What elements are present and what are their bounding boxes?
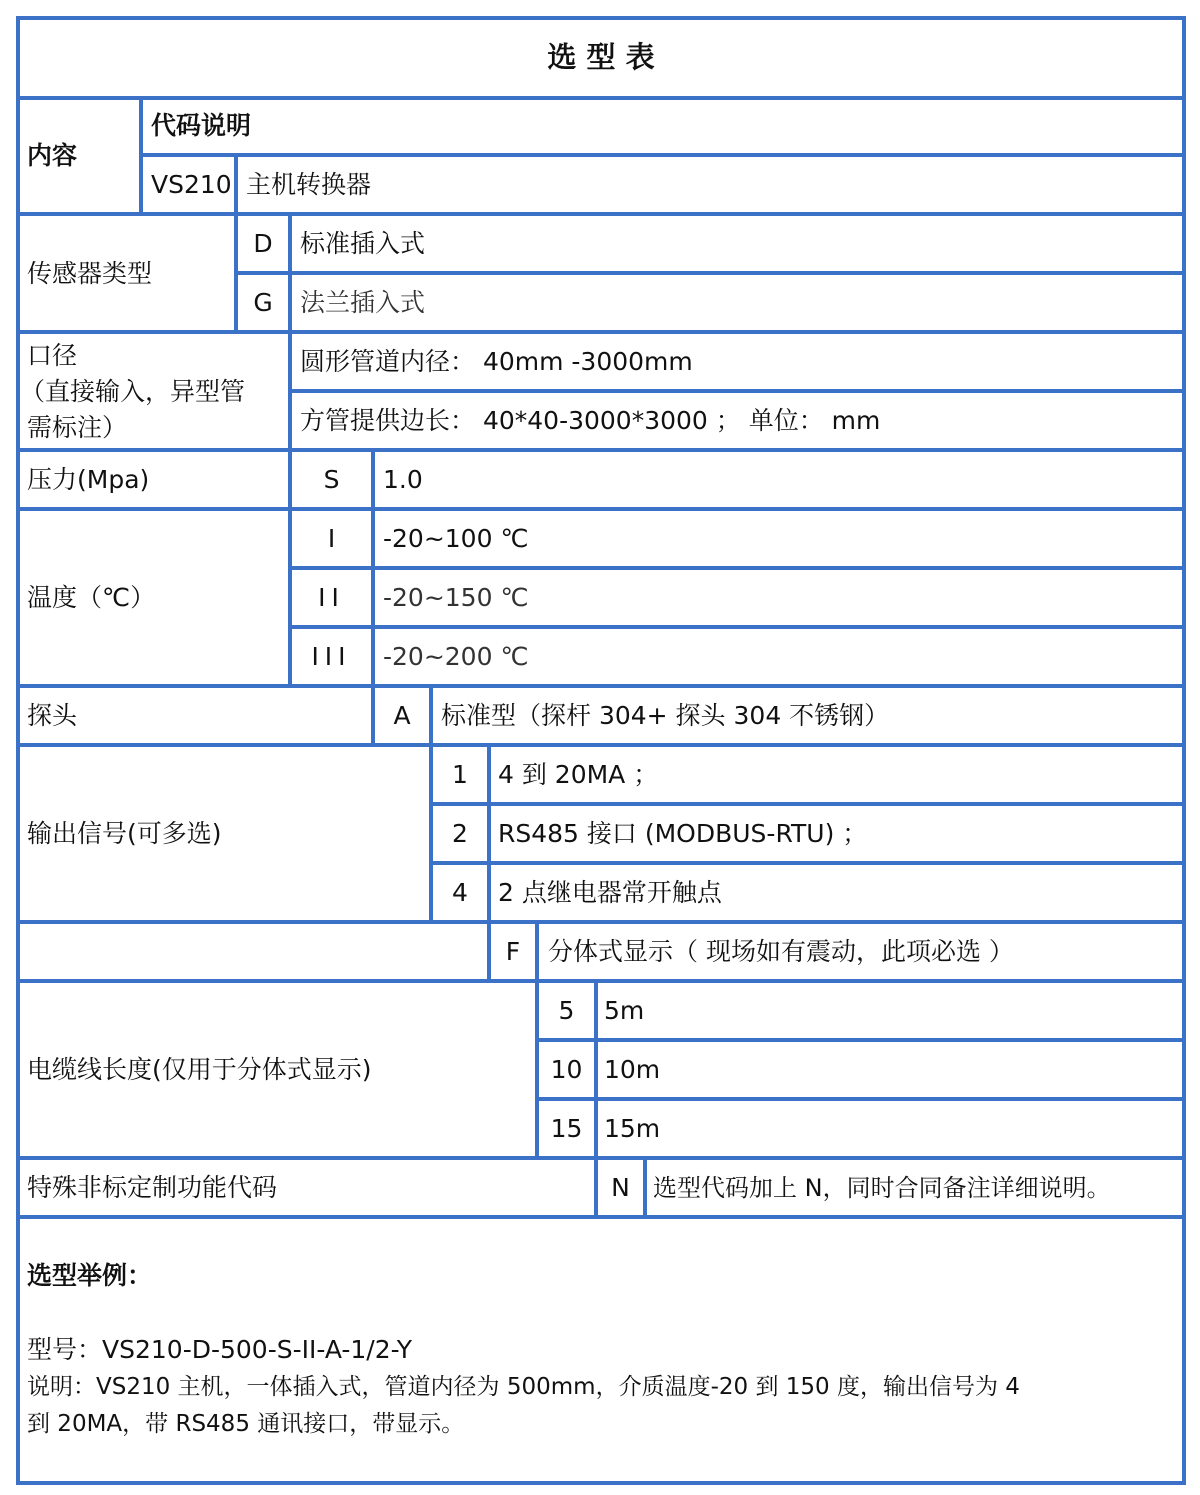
host-code: VS210: [151, 170, 232, 199]
cable-label: 电缆线长度(仅用于分体式显示): [27, 1055, 372, 1084]
probe-label: 探头: [27, 701, 78, 730]
display-desc: 分体式显示（ 现场如有震动，此项必选 ）: [548, 937, 1014, 966]
pressure-code: S: [323, 465, 340, 494]
cable-code: 5: [558, 996, 575, 1025]
cable-desc: 5m: [604, 996, 645, 1025]
diameter-label-line: （直接输入，异型管: [20, 377, 246, 406]
temperature-desc: -20~150 ℃: [383, 583, 529, 612]
example-desc-line: 到 20MA，带 RS485 通讯接口，带显示。: [27, 1411, 465, 1437]
temperature-code: III: [311, 642, 352, 671]
output-code: 4: [452, 878, 468, 907]
cable-code: 15: [550, 1114, 583, 1143]
output-label: 输出信号(可多选): [27, 819, 222, 848]
example-title: 选型举例：: [27, 1261, 153, 1290]
example-model: 型号：VS210-D-500-S-II-A-1/2-Y: [27, 1335, 412, 1364]
sensor-type-desc: 标准插入式: [300, 229, 426, 258]
example-desc-line: 说明：VS210 主机，一体插入式，管道内径为 500mm，介质温度-20 到 150 度，输出信号为 4: [27, 1374, 1020, 1400]
probe-code: A: [393, 701, 411, 730]
output-code: 2: [452, 819, 468, 848]
sensor-type-desc: 法兰插入式: [300, 288, 426, 317]
cable-desc: 15m: [604, 1114, 661, 1143]
temperature-code: I: [327, 524, 336, 553]
pressure-label: 压力(Mpa): [27, 465, 150, 494]
probe-desc: 标准型（探杆 304+ 探头 304 不锈钢）: [441, 701, 890, 730]
custom-code: N: [611, 1173, 630, 1202]
sensor-type-code: G: [253, 288, 273, 317]
code-desc-header: 代码说明: [151, 111, 252, 140]
custom-label: 特殊非标定制功能代码: [27, 1173, 278, 1202]
content-label: 内容: [27, 141, 78, 170]
temperature-desc: -20~200 ℃: [383, 642, 529, 671]
output-code: 1: [452, 760, 468, 789]
diameter-label-line: 需标注）: [27, 413, 128, 442]
output-desc: RS485 接口 (MODBUS-RTU) ；: [498, 819, 868, 848]
temperature-desc: -20~100 ℃: [383, 524, 529, 553]
output-desc: 4 到 20MA ；: [498, 760, 659, 789]
display-code: F: [505, 937, 521, 966]
sensor-type-code: D: [253, 229, 273, 258]
output-desc: 2 点继电器常开触点: [498, 878, 722, 907]
temperature-label: 温度（℃）: [27, 583, 156, 612]
diameter-label-line: 口径: [27, 341, 78, 370]
temperature-code: II: [318, 583, 345, 612]
table-title: 选 型 表: [547, 40, 655, 74]
cable-desc: 10m: [604, 1055, 661, 1084]
sensor-type-label: 传感器类型: [27, 259, 153, 288]
diameter-option: 方管提供边长： 40*40-3000*3000 ； 单位： mm: [300, 406, 881, 435]
pressure-desc: 1.0: [383, 465, 423, 494]
diameter-option: 圆形管道内径： 40mm -3000mm: [300, 347, 693, 376]
host-desc: 主机转换器: [246, 170, 372, 199]
custom-desc: 选型代码加上 N，同时合同备注详细说明。: [653, 1174, 1111, 1202]
cable-code: 10: [550, 1055, 583, 1084]
